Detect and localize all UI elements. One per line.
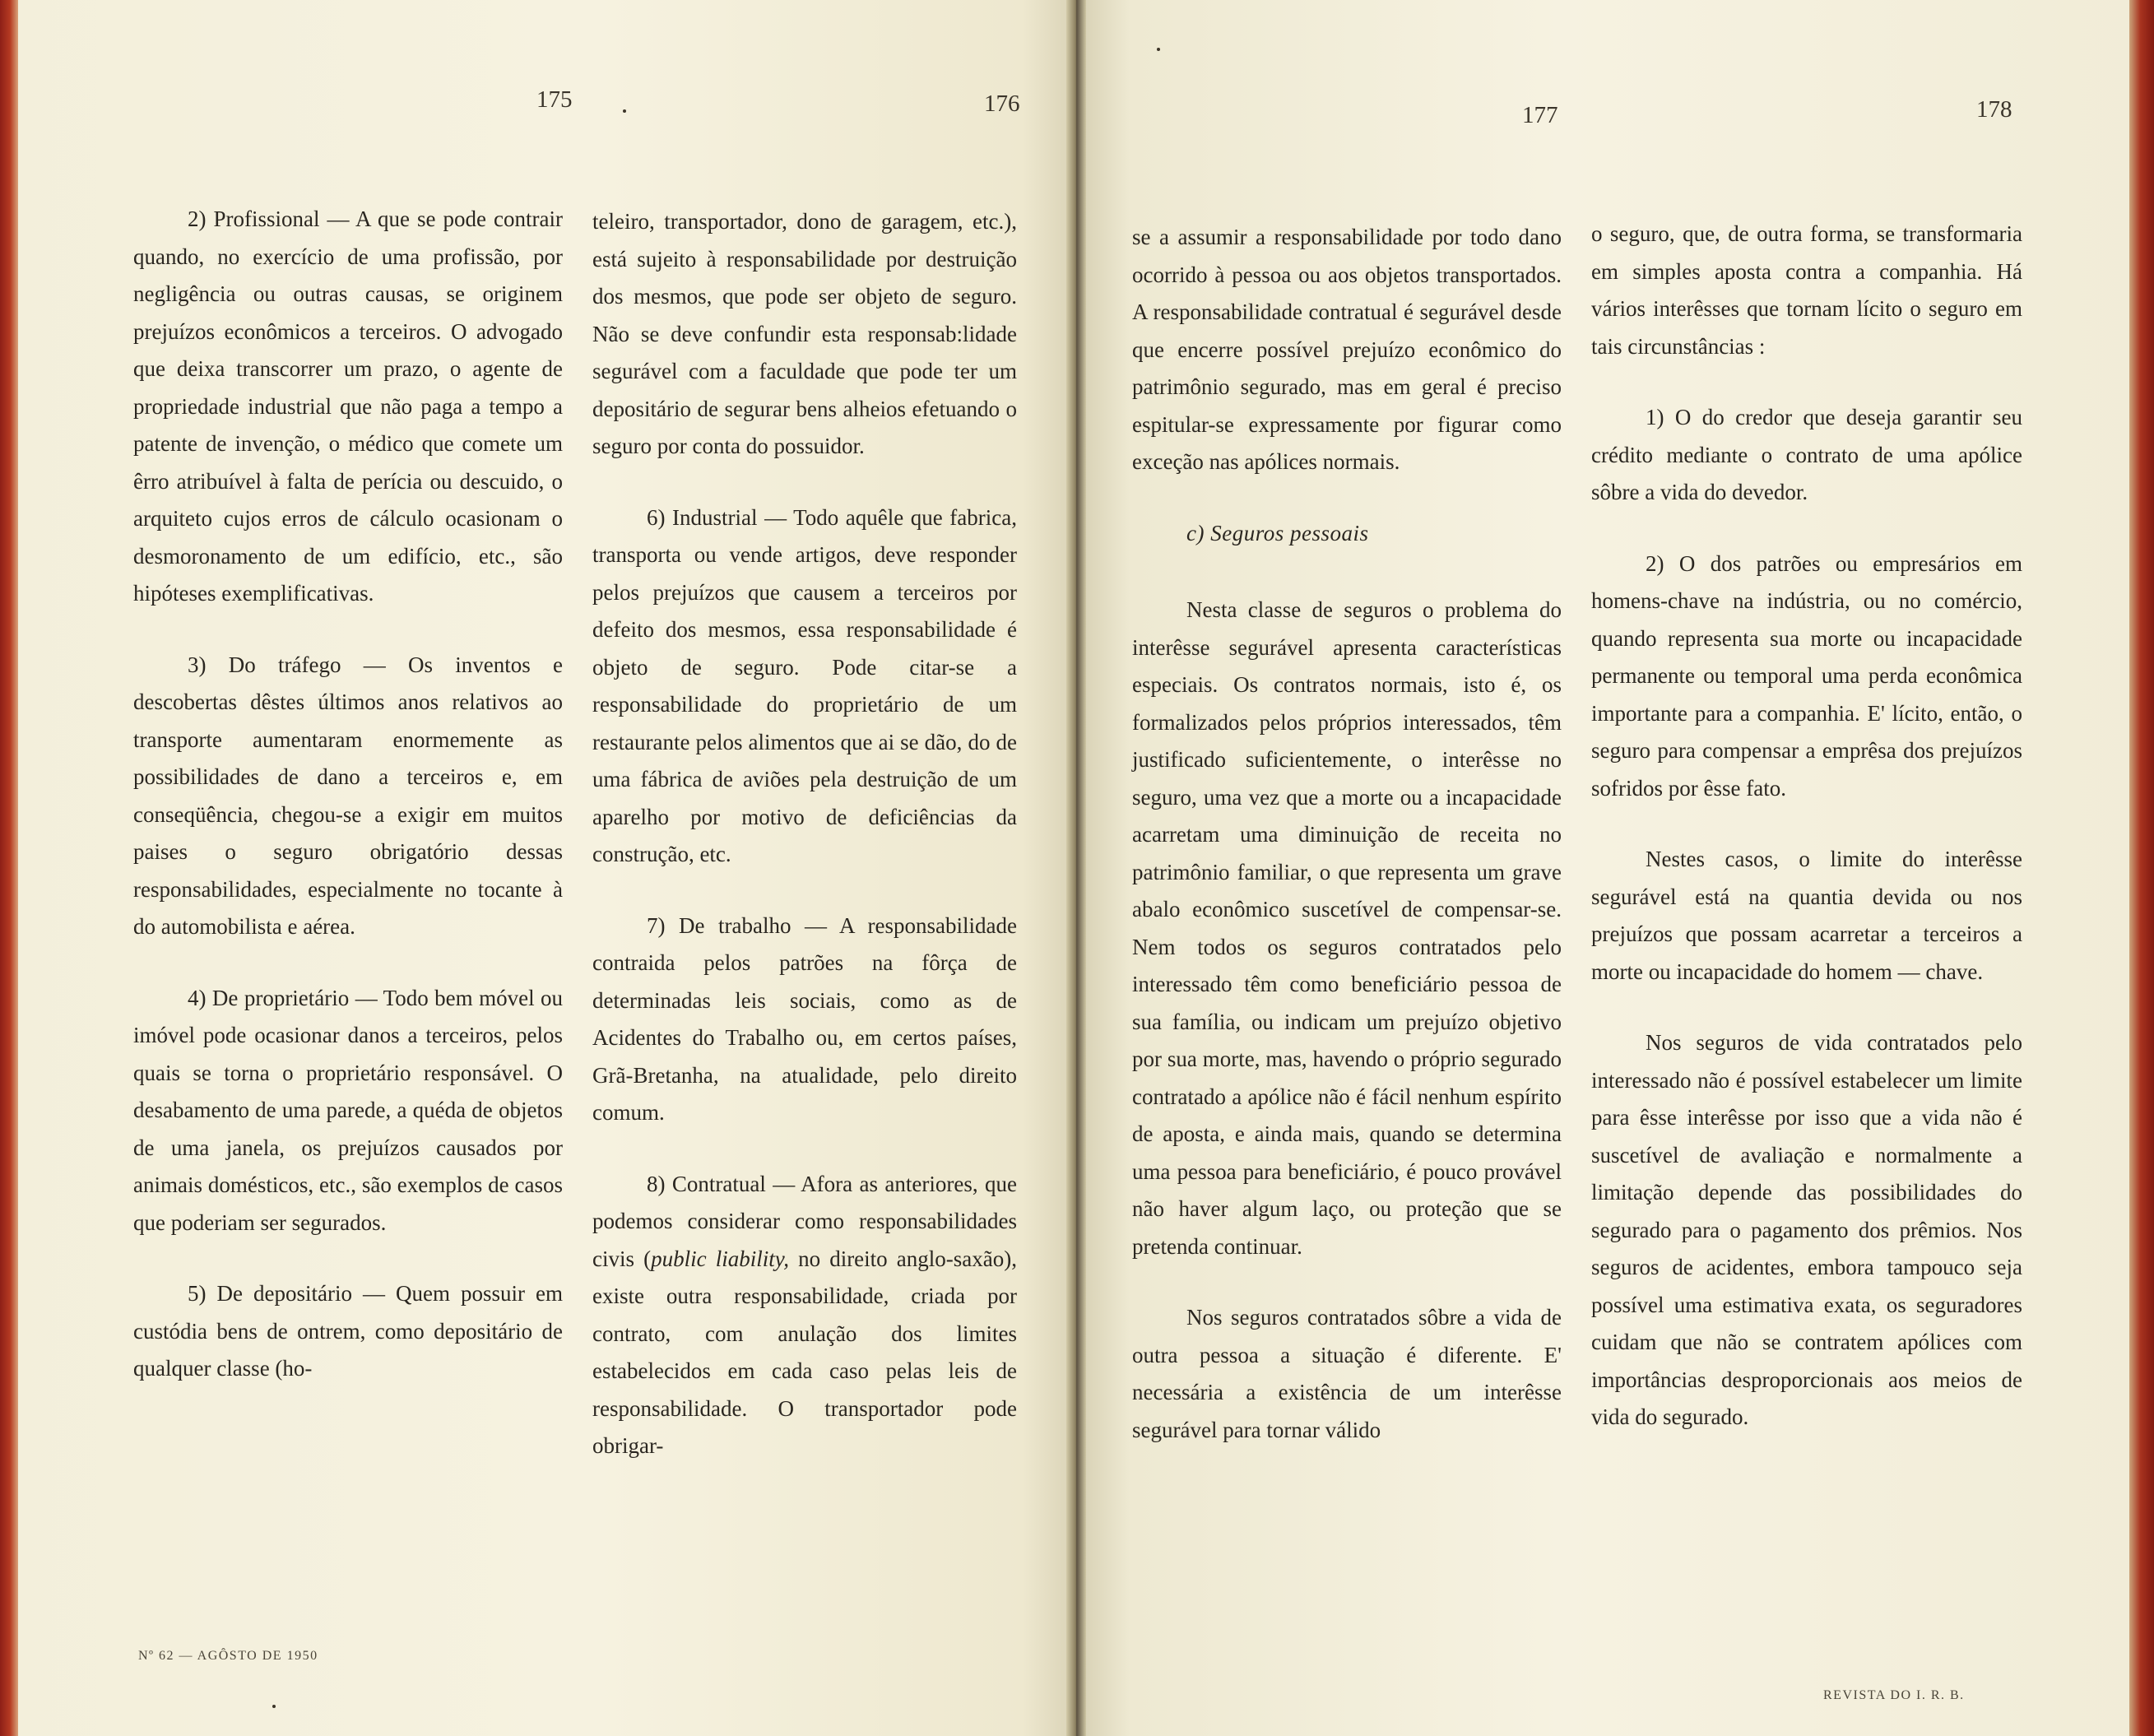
paper-speck (623, 109, 626, 113)
paragraph-proprietario: 4) De proprietário — Todo bem móvel ou imóvel pode ocasionar danos a terceiros, pelos quais se torna o proprietário responsável. O desabamento de uma parede, a quéda de objetos de uma janela, os prejuízos causados por animais domésticos, etc., são exemplos de casos que poderiam ser segurados. (133, 985, 563, 1235)
page-176-text (592, 203, 1017, 1465)
footer-issue-date: Nº 62 — AGÔSTO DE 1950 (138, 1649, 318, 1663)
left-cover-edge (0, 0, 18, 1736)
paragraph-seguros-pessoais: Nesta classe de seguros o problema do interêsse segurável apresenta características especiais. Os contratos normais, isto é, os formalizados pelos próprios interessados, têm justificado suficientemente, o interêsse no seguro, uma vez que a morte ou a incapacidade acarretam uma diminuição de receita no patrimônio familiar, o que representa um grave abalo econômico suscetível de compensar-se. Nem todos os seguros contratados pelo interessado têm como beneficiário pessoa de sua família, ou indicam um prejuízo objetivo por sua morte, mas, havendo o próprio segurado contratado a apólice não é fácil nenhum espírito de aposta, e ainda mais, quando se determina uma pessoa para beneficiário, é pouco provável não haver algum laço, ou proteção que se pretenda continuar. (1132, 597, 1562, 1259)
paragraph-depositario: 5) De depositário — Quem possuir em custódia bens de ontrem, como depositário de qualquer classe (ho- (133, 1281, 563, 1381)
page-number-177: 177 (1522, 102, 1558, 128)
paragraph-credor: 1) O do credor que deseja garantir seu crédito mediante o contrato de uma apólice sôbre a vida do devedor. (1591, 405, 2022, 504)
paragraph-profissional: 2) Profissional — A que se pode contrair quando, no exercício de uma profissão, por negligência ou outras causas, se originem prejuízos econômicos a terceiros. O advogado que deixa transcorrer um prazo, o agente de propriedade industrial que não paga a tempo a patente de invenção, o médico que comete um êrro atribuível à falta de perícia ou descuido, o arquiteto cujos erros de cálculo ocasionam o desmoronamento de um edifício, etc., são hipóteses exemplificativas. (133, 207, 563, 606)
paragraph-trabalho: 7) De trabalho — A responsabilidade contraida pelos patrões na fôrça de determinadas leis sociais, como as de Acidentes do Trabalho ou, em certos países, Grã-Bretanha, na atualidade, pelo direito comum. (592, 912, 1017, 1125)
paragraph-industrial: 6) Industrial — Todo aquêle que fabrica, transporta ou vende artigos, deve responder pelos prejuízos que causem a terceiros por defeito dos mesmos, essa responsabilidade é objeto de seguro. Pode citar-se a responsabilidade do proprietário de um restaurante pelos alimentos que ai se dão, do de uma fábrica de aviões pela destruição de um aparelho por motivo de deficiências da construção, etc. (592, 504, 1017, 866)
paper-speck (1157, 48, 1160, 51)
page-number-178: 178 (1976, 96, 2012, 123)
right-cover-edge (2129, 0, 2154, 1736)
footer-journal-name: REVISTA DO I. R. B. (1823, 1688, 1965, 1702)
contratual-text-start: 8) Contratual — Afora as anteriores, que podemos considerar como responsabilidades civis ( (592, 1171, 1017, 1271)
paragraph-limite: Nestes casos, o limite do interêsse segurável está na quantia devida ou nos prejuízos que possam acarretar a terceiros a morte ou incapacidade do homem — chave. (1591, 847, 2022, 984)
paragraph-depositario-cont: teleiro, transportador, dono de garagem, etc.), está sujeito à responsabilidade por destruição dos mesmos, que pode ser objeto de seguro. Não se deve confundir esta responsab:lidade segurável com a faculdade que pode ter um depositário de segurar bens alheios efetuando o seguro por conta do possuidor. (592, 209, 1017, 458)
paragraph-seguros-vida: Nos seguros de vida contratados pelo interessado não é possível estabelecer um limite para êsse interêsse por isso que a vida não é suscetível de avaliação e normalmente a limitação depende das possibilidades do segurado para o pagamento dos prêmios. Nos seguros de acidentes, embora tampouco seja possível uma estimativa exata, os seguradores cuidam que não se contratem apólices com importâncias desproporcionais aos meios de vida do segurado. (1591, 1030, 2022, 1429)
contratual-italic-term: public liability, (651, 1246, 789, 1271)
paragraph-contratual-cont: se a assumir a responsabilidade por todo dano ocorrido à pessoa ou aos objetos transportados. A responsabilidade contratual é segurável desde que encerre possível prejuízo econômico do patrimônio segurado, mas em geral é preciso espitular-se expressamente por figurar como exceção nas apólices normais. (1132, 225, 1562, 474)
contratual-text-end: no direito anglo-saxão), existe outra responsabilidade, criada por contrato, com anulação dos limites estabelecidos em cada caso pelas leis de responsabilidade. O transportador pode obrigar- (592, 1246, 1017, 1458)
paper-speck (272, 1705, 276, 1708)
section-heading-seguros-pessoais: c) Seguros pessoais (1186, 520, 1369, 545)
paragraph-contratual (592, 1166, 1017, 1465)
paragraph-trafego: 3) Do tráfego — Os inventos e descobertas dêstes últimos anos relativos ao transporte aumentaram enormemente as possibilidades de dano a terceiros e, em conseqüência, chegou-se a exigir em muitos paises o seguro obrigatório dessas responsabilidades, especialmente no tocante à do automobilista e aérea. (133, 652, 563, 939)
page-number-176: 176 (984, 91, 1020, 117)
page-178-text (1591, 216, 2022, 1437)
paragraph-patroes: 2) O dos patrões ou empresários em homens-chave na indústria, ou no comércio, quando representa sua morte ou incapacidade permanente ou temporal uma perda econômica importante para a companhia. E' lícito, então, o seguro para compensar a emprêsa dos prejuízos sofridos por êsse fato. (1591, 550, 2022, 801)
page-number-175: 175 (536, 86, 573, 113)
paragraph-vida-outra-pessoa: Nos seguros contratados sôbre a vida de outra pessoa a situação é diferente. E' necessária a existência de um interêsse segurável para tornar válido (1132, 1305, 1562, 1442)
page-177-text (1132, 219, 1562, 1449)
page-175-text (133, 201, 563, 1388)
book-gutter (1066, 0, 1086, 1736)
paragraph-vida-cont: o seguro, que, de outra forma, se transformaria em simples aposta contra a companhia. Há vários interêsses que tornam lícito o seguro em tais circunstâncias : (1591, 221, 2022, 359)
